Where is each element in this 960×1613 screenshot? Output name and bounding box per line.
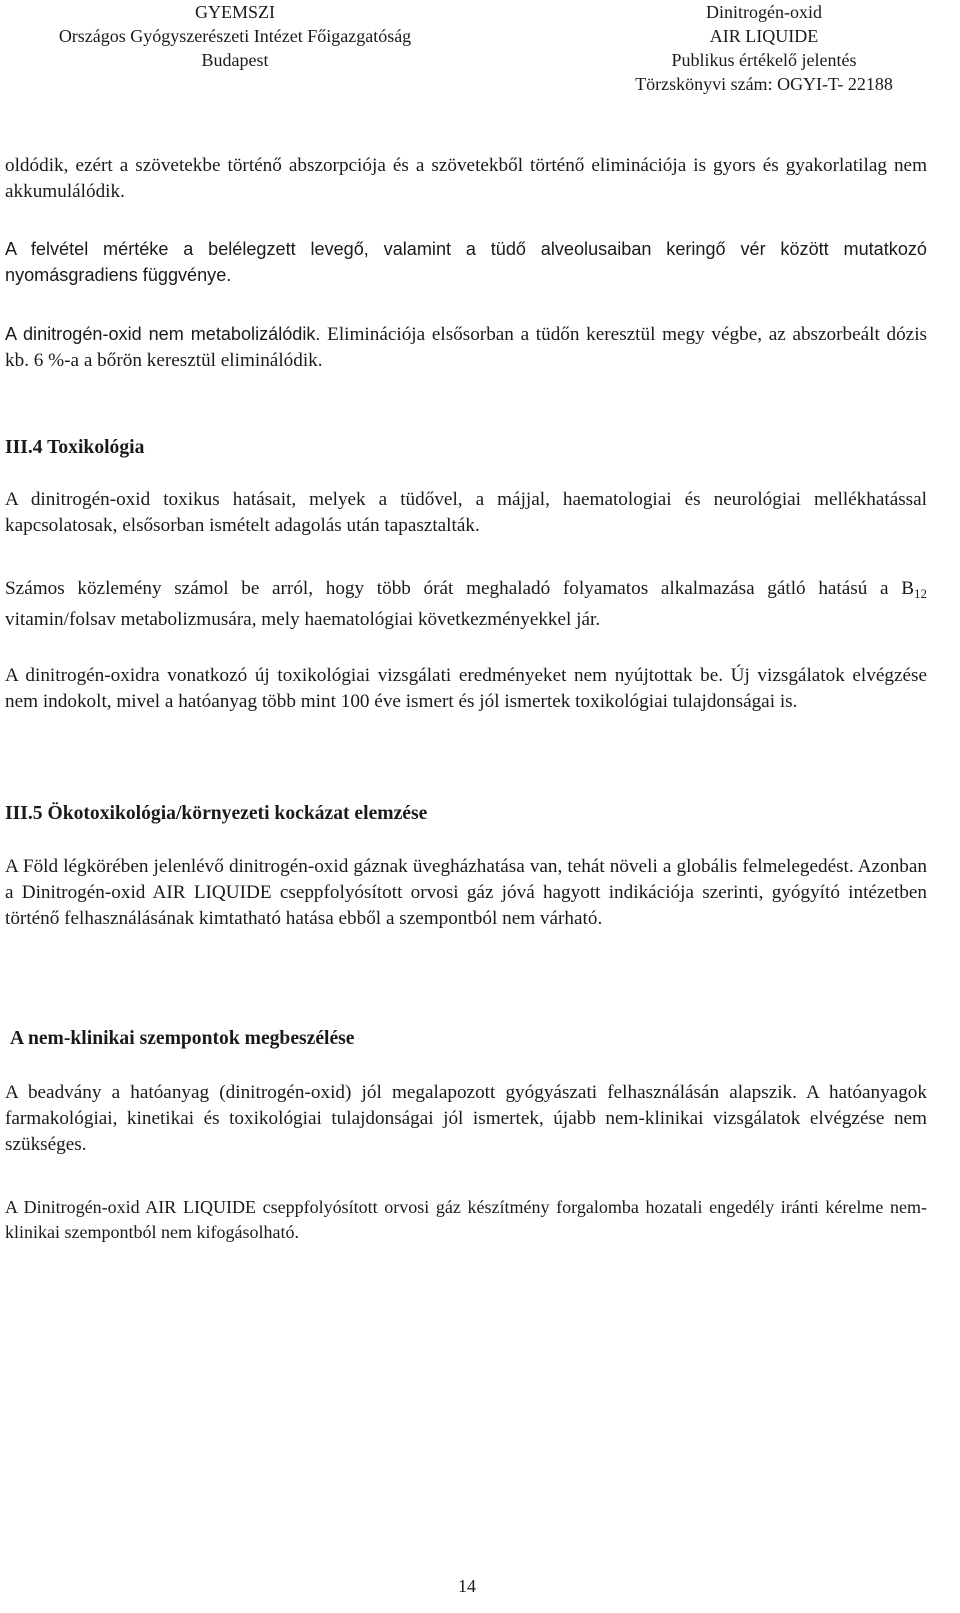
paragraph-toxic-effects: A dinitrogén-oxid toxikus hatásait, melyek a tüdővel, a májjal, haematologiai és neurológiai mellékhatással kapcsolatosak, elsősorban ismételt adagolás után tapasztalták. [5,489,927,536]
heading-ecotoxicology: III.5 Ökotoxikológia/környezeti kockázat elemzése [5,803,428,824]
header-city: Budapest [201,50,269,70]
header-right [594,0,934,96]
paragraph-greenhouse: A Föld légkörében jelenlévő dinitrogén-oxid gáznak üvegházhatása van, tehát növeli a globális felmelegedést. Azonban a Dinitrogén-oxid AIR LIQUIDE cseppfolyósított orvosi gáz jóvá hagyott indikációja szerinti, gyógyító intézetben történő felhasználásának kimtatható hatása ebből a szempontból nem várható. [5,856,927,929]
paragraph-vitamin-b12-b: vitamin/folsav metabolizmusára, mely haematológiai következményekkel jár. [5,609,601,630]
paragraph-metabolism-sans: A dinitrogén-oxid nem metabolizálódik. [5,324,321,344]
paragraph-nonclinical-basis: A beadvány a hatóanyag (dinitrogén-oxid) jól megalapozott gyógyászati felhasználásán alapszik. A hatóanyagok farmakológiai, kinetikai és toxikológiai tulajdonságai jól ismertek, újabb nem-klinikai vizsgálatok elvégzése nem szükséges. [5,1082,927,1155]
header-org-short: GYEMSZI [195,2,275,22]
page-number: 14 [458,1576,476,1596]
paragraph-vitamin-b12-a: Számos közlemény számol be arról, hogy több órát meghaladó folyamatos alkalmazása gátló hatású a B [5,578,914,599]
paragraph-elimination-intro: oldódik, ezért a szövetekbe történő abszorpciója és a szövetekből történő eliminációja is gyors és gyakorlatilag nem akkumulálódik. [5,155,927,202]
header-registration-number: Törzskönyvi szám: OGYI-T- 22188 [635,74,893,94]
paragraph-nonclinical-conclusion: A Dinitrogén-oxid AIR LIQUIDE cseppfolyósított orvosi gáz készítmény forgalomba hozatali engedély iránti kérelme nem-klinikai szempontból nem kifogásolható. [5,1197,927,1242]
heading-nonclinical: A nem-klinikai szempontok megbeszélése [10,1028,355,1049]
header-report-type: Publikus értékelő jelentés [671,50,857,70]
paragraph-absorption: A felvétel mértéke a belélegzett levegő, valamint a tüdő alveolusaiban keringő vér között mutatkozó nyomásgradiens függvénye. [5,239,927,285]
header-product-name: Dinitrogén-oxid [706,2,822,22]
paragraph-no-new-data: A dinitrogén-oxidra vonatkozó új toxikológiai vizsgálati eredményeket nem nyújtottak be. Új vizsgálatok elvégzése nem indokolt, mivel a hatóanyag több mint 100 éve ismert és jól ismertek toxikológiai tulajdonságai is. [5,665,927,712]
header-left [0,0,470,72]
heading-toxicology: III.4 Toxikológia [5,437,145,458]
paragraph-vitamin-b12 [5,576,927,633]
subscript-12: 12 [914,586,927,601]
paragraph-metabolism-serif: Eliminációja elsősorban a tüdőn keresztül megy végbe, az abszorbeált dózis kb. 6 %-a a bőrön keresztül eliminálódik. [5,324,927,371]
paragraph-metabolism [5,321,927,374]
header-org-full: Országos Gyógyszerészeti Intézet Főigazgatóság [58,26,412,46]
header-manufacturer: AIR LIQUIDE [709,26,819,46]
